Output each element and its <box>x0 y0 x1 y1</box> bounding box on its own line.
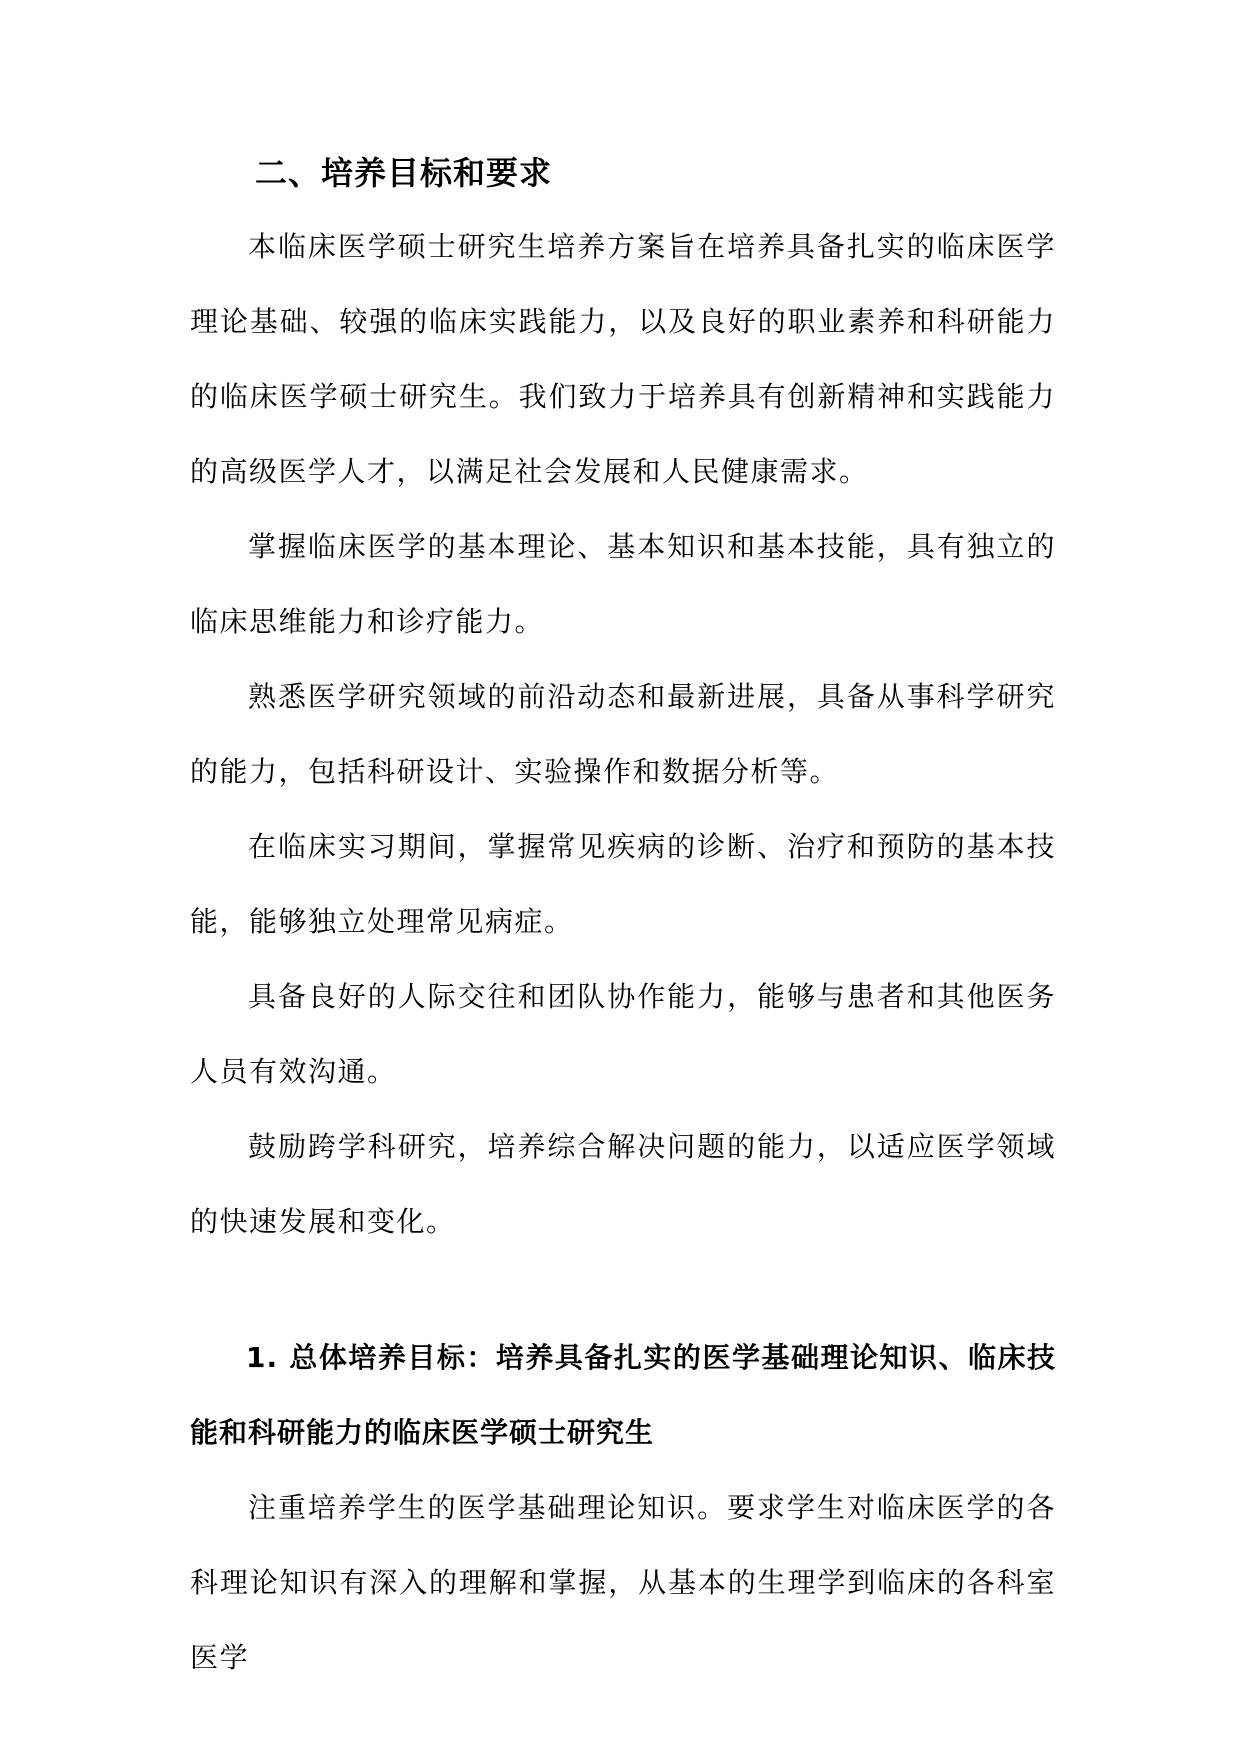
paragraph-interdisciplinary: 鼓励跨学科研究，培养综合解决问题的能力，以适应医学领域的快速发展和变化。 <box>190 1130 1056 1238</box>
paragraph-teamwork: 具备良好的人际交往和团队协作能力，能够与患者和其他医务人员有效沟通。 <box>190 980 1056 1088</box>
paragraph-clinical-internship: 在临床实习期间，掌握常见疾病的诊断、治疗和预防的基本技能，能够独立处理常见病症。 <box>190 830 1056 938</box>
subsection-heading: 1. 总体培养目标：培养具备扎实的医学基础理论知识、临床技能和科研能力的临床医学硕士研究生 <box>190 1341 1056 1449</box>
section-heading: 二、培养目标和要求 <box>255 154 553 192</box>
section-body <box>190 209 1056 1259</box>
paragraph-basic-theory: 掌握临床医学的基本理论、基本知识和基本技能，具有独立的临床思维能力和诊疗能力。 <box>190 530 1056 638</box>
paragraph-basic-knowledge: 注重培养学生的医学基础理论知识。要求学生对临床医学的各科理论知识有深入的理解和掌握，从基本的生理学到临床的各科室医学 <box>190 1491 1056 1674</box>
paragraph-intro: 本临床医学硕士研究生培养方案旨在培养具备扎实的临床医学理论基础、较强的临床实践能力，以及良好的职业素养和科研能力的临床医学硕士研究生。我们致力于培养具有创新精神和实践能力的高级医学人才，以满足社会发展和人民健康需求。 <box>190 230 1056 488</box>
subsection-block <box>190 1320 1056 1695</box>
paragraph-research-frontier: 熟悉医学研究领域的前沿动态和最新进展，具备从事科学研究的能力，包括科研设计、实验操作和数据分析等。 <box>190 680 1056 788</box>
